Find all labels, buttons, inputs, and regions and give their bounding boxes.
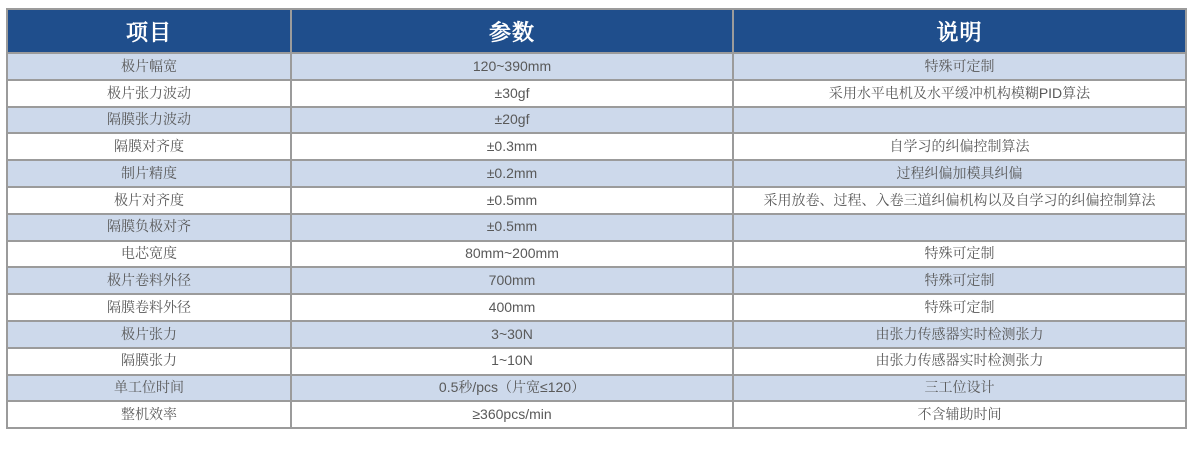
item-cell: 隔膜卷料外径 bbox=[7, 294, 291, 321]
table-row bbox=[7, 375, 1186, 402]
table-row bbox=[7, 294, 1186, 321]
param-cell: 1~10N bbox=[291, 348, 733, 375]
table-row bbox=[7, 80, 1186, 107]
table-row bbox=[7, 107, 1186, 134]
item-cell: 隔膜张力波动 bbox=[7, 107, 291, 134]
param-cell: ±20gf bbox=[291, 107, 733, 134]
item-cell: 整机效率 bbox=[7, 401, 291, 428]
table-body bbox=[7, 53, 1186, 428]
table-row bbox=[7, 348, 1186, 375]
param-cell: 3~30N bbox=[291, 321, 733, 348]
spec-table bbox=[6, 8, 1187, 429]
table-row bbox=[7, 401, 1186, 428]
note-cell bbox=[733, 214, 1186, 241]
table-row bbox=[7, 214, 1186, 241]
param-cell: 700mm bbox=[291, 267, 733, 294]
param-cell: ±0.5mm bbox=[291, 214, 733, 241]
param-cell: ±0.5mm bbox=[291, 187, 733, 214]
col-header-note: 说明 bbox=[733, 9, 1186, 53]
note-cell: 特殊可定制 bbox=[733, 53, 1186, 80]
table-row bbox=[7, 321, 1186, 348]
item-cell: 极片张力 bbox=[7, 321, 291, 348]
param-cell: ≥360pcs/min bbox=[291, 401, 733, 428]
note-cell bbox=[733, 107, 1186, 134]
param-cell: 0.5秒/pcs（片宽≤120） bbox=[291, 375, 733, 402]
item-cell: 极片张力波动 bbox=[7, 80, 291, 107]
table-row bbox=[7, 160, 1186, 187]
note-cell: 不含辅助时间 bbox=[733, 401, 1186, 428]
item-cell: 极片卷料外径 bbox=[7, 267, 291, 294]
note-cell: 特殊可定制 bbox=[733, 267, 1186, 294]
note-cell: 自学习的纠偏控制算法 bbox=[733, 133, 1186, 160]
table-row bbox=[7, 267, 1186, 294]
note-cell: 三工位设计 bbox=[733, 375, 1186, 402]
note-cell: 特殊可定制 bbox=[733, 241, 1186, 268]
param-cell: ±30gf bbox=[291, 80, 733, 107]
param-cell: 400mm bbox=[291, 294, 733, 321]
table-row bbox=[7, 241, 1186, 268]
col-header-item: 项目 bbox=[7, 9, 291, 53]
item-cell: 隔膜张力 bbox=[7, 348, 291, 375]
table-row bbox=[7, 53, 1186, 80]
table-row bbox=[7, 133, 1186, 160]
item-cell: 极片对齐度 bbox=[7, 187, 291, 214]
param-cell: 80mm~200mm bbox=[291, 241, 733, 268]
note-cell: 过程纠偏加模具纠偏 bbox=[733, 160, 1186, 187]
item-cell: 隔膜对齐度 bbox=[7, 133, 291, 160]
item-cell: 极片幅宽 bbox=[7, 53, 291, 80]
note-cell: 采用水平电机及水平缓冲机构模糊PID算法 bbox=[733, 80, 1186, 107]
param-cell: ±0.3mm bbox=[291, 133, 733, 160]
table-row bbox=[7, 187, 1186, 214]
note-cell: 采用放卷、过程、入卷三道纠偏机构以及自学习的纠偏控制算法 bbox=[733, 187, 1186, 214]
col-header-param: 参数 bbox=[291, 9, 733, 53]
note-cell: 特殊可定制 bbox=[733, 294, 1186, 321]
item-cell: 隔膜负极对齐 bbox=[7, 214, 291, 241]
item-cell: 电芯宽度 bbox=[7, 241, 291, 268]
header-row bbox=[7, 9, 1186, 53]
item-cell: 单工位时间 bbox=[7, 375, 291, 402]
item-cell: 制片精度 bbox=[7, 160, 291, 187]
param-cell: ±0.2mm bbox=[291, 160, 733, 187]
param-cell: 120~390mm bbox=[291, 53, 733, 80]
note-cell: 由张力传感器实时检测张力 bbox=[733, 321, 1186, 348]
note-cell: 由张力传感器实时检测张力 bbox=[733, 348, 1186, 375]
